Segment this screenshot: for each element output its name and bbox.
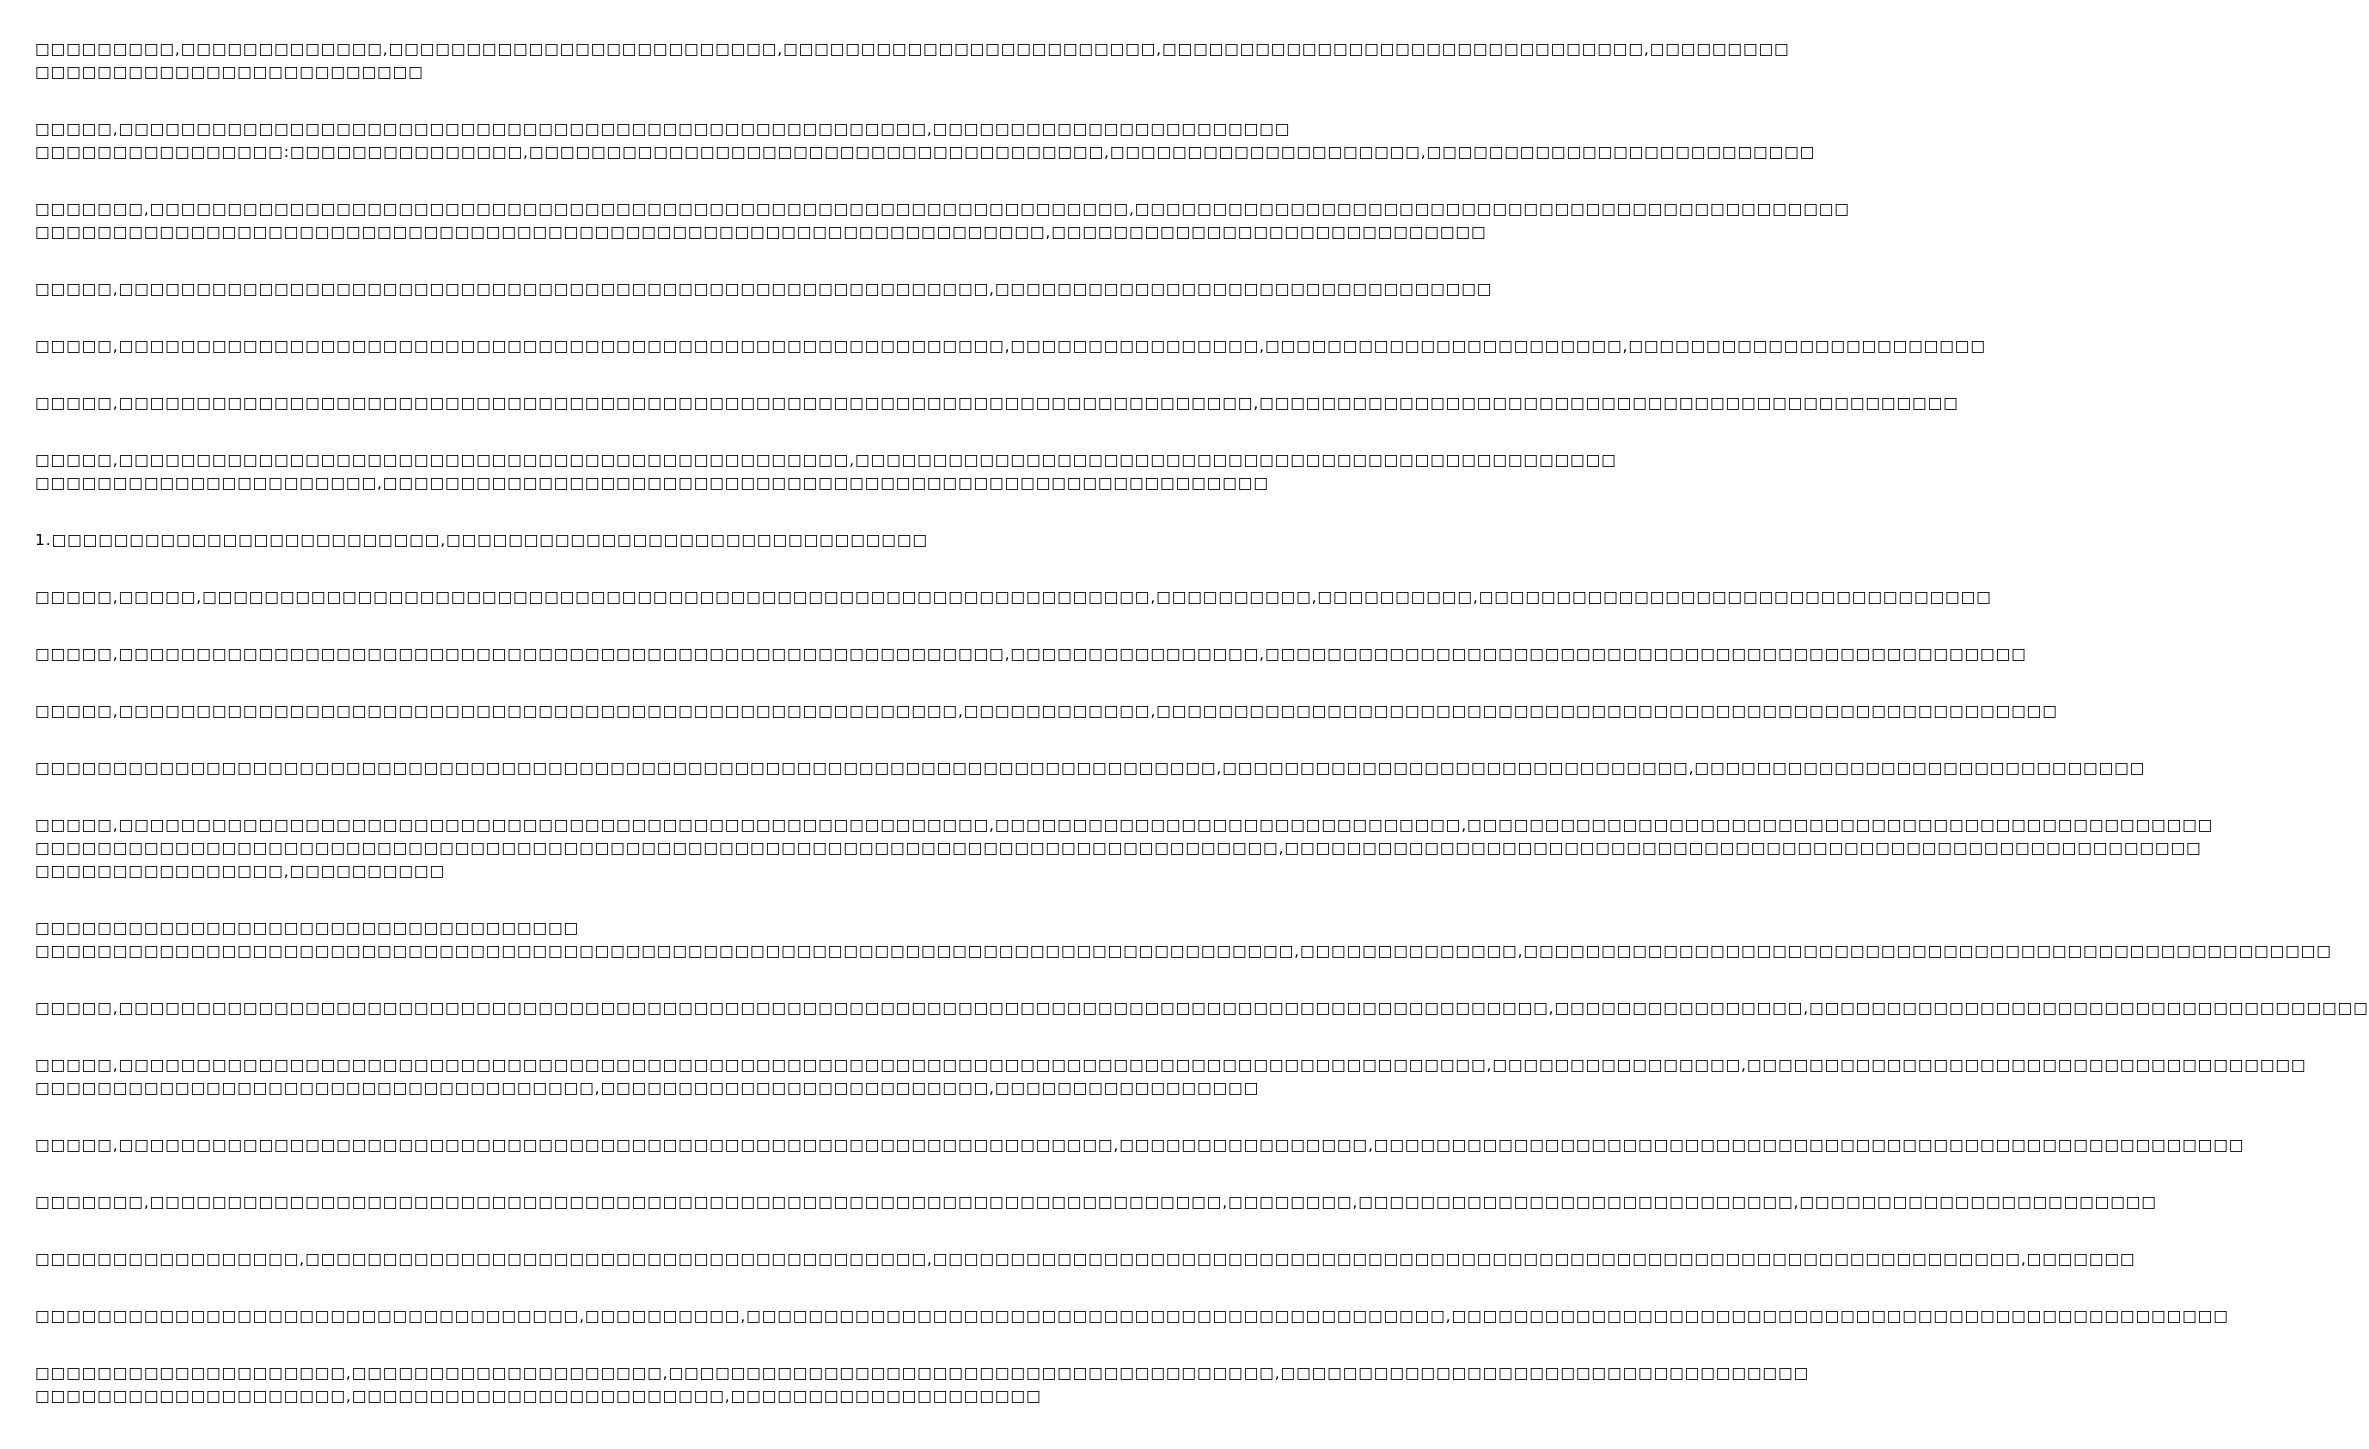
paragraph: □□□□□,□□□□□□□□□□□□□□□□□□□□□□□□□□□□□□□□□□□□□□□□□□□□□□□□□□□□□□,□□□□□□□□□□□□,□□□□□□□□□□□□□□□□□□□□□□□□□□□□□□□□□□□□□□□□□□□□□□□□□□□□□□□□□□ xyxy=(35,702,2058,720)
paragraph: □□□□□,□□□□□□□□□□□□□□□□□□□□□□□□□□□□□□□□□□□□□□□□□□□□□□□□□□□□□□□□□,□□□□□□□□□□□□□□□□,□□□□□□□□□□□□□□□□□□□□□□□,□□□□□□□□□□□□□□□□□□□□□□□ xyxy=(35,337,1986,355)
paragraph: □□□□□□□,□□□□□□□□□□□□□□□□□□□□□□□□□□□□□□□□□□□□□□□□□□□□□□□□□□□□□□□□□□□□□□□,□□□□□□□□□□□□□□□□□□□□□□□□□□□□□□□□□□□□□□□□□□□□□□ □□□□□□□□□□□□□□□□□□□□□□□□□□□□□□□□□□□□□□□□□□□□□□□□□□□□□□□□□□□□□□□□□,□□□□□□□□□□□□□□□□□□□□□□□□□□□□ xyxy=(35,200,1850,241)
paragraph: □□□□□□□□□,□□□□□□□□□□□□□,□□□□□□□□□□□□□□□□□□□□□□□□□,□□□□□□□□□□□□□□□□□□□□□□□□,□□□□□□□□□□□□□□□□□□□□□□□□□□□□□□□,□□□□□□□□□ □□□□□□□□□□□□□□□□□□□□□□□□□ xyxy=(35,40,1790,81)
paragraph: □□□□□,□□□□□□□□□□□□□□□□□□□□□□□□□□□□□□□□□□□□□□□□□□□□□□□□□□□□□□□□□□□□□□□□,□□□□□□□□□□□□□□□□,□□□□□□□□□□□□□□□□□□□□□□□□□□□□□□□□□□□□□□□□□□□□□□□□□□□□□□□□ xyxy=(35,1136,2245,1154)
document-body xyxy=(35,38,2369,1442)
paragraph: □□□□□,□□□□□□□□□□□□□□□□□□□□□□□□□□□□□□□□□□□□□□□□□□□□□□□□□□□□□□□□□□□□□□□□□□□□□□□□□□□□□□□□□□□□□□□□,□□□□□□□□□□□□□□□□,□□□□□□□□□□□□□□□□□□□□□□□□□□□□□□□□□□□□ □□□□□□□□□□□□□□□□□□□□□□□□□□□□□□□□□□□□,□□□□□□□□□□□□□□□□□□□□□□□□□,□□□□□□□□□□□□□□□□□ xyxy=(35,1056,2307,1097)
paragraph: □□□□□□□□□□□□□□□□□□□□□□□□□□□□□□□□□□□ □□□□□□□□□□□□□□□□□□□□□□□□□□□□□□□□□□□□□□□□□□□□□□□□□□□□□□□□□□□□□□□□□□□□□□□□□□□□□□□□□,□□□□□□□□□□□□□□,□□□□□□□□□□□□□□□□□□□□□□□□□□□□□□□□□□□□□□□□□□□□□□□□□□□□ xyxy=(35,919,2332,960)
paragraph: □□□□□,□□□□□□□□□□□□□□□□□□□□□□□□□□□□□□□□□□□□□□□□□□□□□□□□□□□□□□□□,□□□□□□□□□□□□□□□□□□□□□□□□□□□□□□,□□□□□□□□□□□□□□□□□□□□□□□□□□□□□□□□□□□□□□□□□□□□□□□□ □□□□□□□□□□□□□□□□□□□□□□□□□□□□□□□□□□□□□□□□□□□□□□□□□□□□□□□□□□□□□□□□□□□□□□□□□□□□□□□□,□□□□□□□□□□□□□□□□□□□□□□□□□□□□□□□□□□□□□□□□□□□□□□□□□□□□□□□□□□□ □□□□□□□□□□□□□□□□,□□□□□□□□□□ xyxy=(35,816,2214,880)
paragraph: □□□□□□□,□□□□□□□□□□□□□□□□□□□□□□□□□□□□□□□□□□□□□□□□□□□□□□□□□□□□□□□□□□□□□□□□□□□□□,□□□□□□□□,□□□□□□□□□□□□□□□□□□□□□□□□□□□□,□□□□□□□□□□□□□□□□□□□□□□□ xyxy=(35,1193,2157,1211)
paragraph: □□□□□,□□□□□□□□□□□□□□□□□□□□□□□□□□□□□□□□□□□□□□□□□□□□□□□,□□□□□□□□□□□□□□□□□□□□□□□□□□□□□□□□□□□□□□□□□□□□□□□□□ □□□□□□□□□□□□□□□□□□□□□□,□□□□□□□□□□□□□□□□□□□□□□□□□□□□□□□□□□□□□□□□□□□□□□□□□□□□□□□□□ xyxy=(35,451,1617,492)
paragraph: □□□□□,□□□□□□□□□□□□□□□□□□□□□□□□□□□□□□□□□□□□□□□□□□□□□□□□□□□□,□□□□□□□□□□□□□□□□□□□□□□□ □□□□□□□□□□□□□□□□:□□□□□□□□□□□□□□□,□□□□□□□□□□□□□□□□□□□□□□□□□□□□□□□□□□□□□,□□□□□□□□□□□□□□□□□□□□,□□□□□□□□□□□□□□□□□□□□□□□□□ xyxy=(35,120,1816,161)
paragraph: □□□□□,□□□□□□□□□□□□□□□□□□□□□□□□□□□□□□□□□□□□□□□□□□□□□□□□□□□□□□□□,□□□□□□□□□□□□□□□□□□□□□□□□□□□□□□□□ xyxy=(35,280,1493,298)
paragraph: □□□□□□□□□□□□□□□□□,□□□□□□□□□□□□□□□□□□□□□□□□□□□□□□□□□□□□□□□□,□□□□□□□□□□□□□□□□□□□□□□□□□□□□□□□□□□□□□□□□□□□□□□□□□□□□□□□□□□□□□□□□□□□□□□,□□□□□□□ xyxy=(35,1250,2136,1268)
paragraph: □□□□□,□□□□□□□□□□□□□□□□□□□□□□□□□□□□□□□□□□□□□□□□□□□□□□□□□□□□□□□□□□□□□□□□□□□□□□□□□,□□□□□□□□□□□□□□□□□□□□□□□□□□□□□□□□□□□□□□□□□□□□□ xyxy=(35,394,1959,412)
numbered-heading: 1.□□□□□□□□□□□□□□□□□□□□□□□□□,□□□□□□□□□□□□□□□□□□□□□□□□□□□□□□□ xyxy=(35,531,928,549)
paragraph: □□□□□□□□□□□□□□□□□□□□□□□□□□□□□□□□□□□□□□□□□□□□□□□□□□□□□□□□□□□□□□□□□□□□□□□□□□□□,□□□□□□□□□□□□□□□□□□□□□□□□□□□□□□,□□□□□□□□□□□□□□□□□□□□□□□□□□□□□ xyxy=(35,759,2146,777)
paragraph: □□□□□□□□□□□□□□□□□□□□□□□□□□□□□□□□□□□,□□□□□□□□□□,□□□□□□□□□□□□□□□□□□□□□□□□□□□□□□□□□□□□□□□□□□□□□,□□□□□□□□□□□□□□□□□□□□□□□□□□□□□□□□□□□□□□□□□□□□□□□□□□ xyxy=(35,1307,2229,1325)
paragraph: □□□□□,□□□□□,□□□□□□□□□□□□□□□□□□□□□□□□□□□□□□□□□□□□□□□□□□□□□□□□□□□□□□□□□□□□□,□□□□□□□□□□,□□□□□□□□□□,□□□□□□□□□□□□□□□□□□□□□□□□□□□□□□□□□ xyxy=(35,588,1992,606)
paragraph: □□□□□,□□□□□□□□□□□□□□□□□□□□□□□□□□□□□□□□□□□□□□□□□□□□□□□□□□□□□□□□□,□□□□□□□□□□□□□□□□,□□□□□□□□□□□□□□□□□□□□□□□□□□□□□□□□□□□□□□□□□□□□□□□□□ xyxy=(35,645,2027,663)
paragraph: □□□□□□□□□□□□□□□□□□□□,□□□□□□□□□□□□□□□□□□□□,□□□□□□□□□□□□□□□□□□□□□□□□□□□□□□□□□□□□□□□,□□□□□□□□□□□□□□□□□□□□□□□□□□□□□□□□□□ □□□□□□□□□□□□□□□□□□□□,□□□□□□□□□□□□□□□□□□□□□□□□,□□□□□□□□□□□□□□□□□□□□ xyxy=(35,1364,1810,1405)
paragraph: □□□□□,□□□□□□□□□□□□□□□□□□□□□□□□□□□□□□□□□□□□□□□□□□□□□□□□□□□□□□□□□□□□□□□□□□□□□□□□□□□□□□□□□□□□□□□□□□□□,□□□□□□□□□□□□□□□□,□□□□□□□□□□□□□□□□□□□□□□□□□□□□□□□□□□□□ xyxy=(35,999,2369,1017)
